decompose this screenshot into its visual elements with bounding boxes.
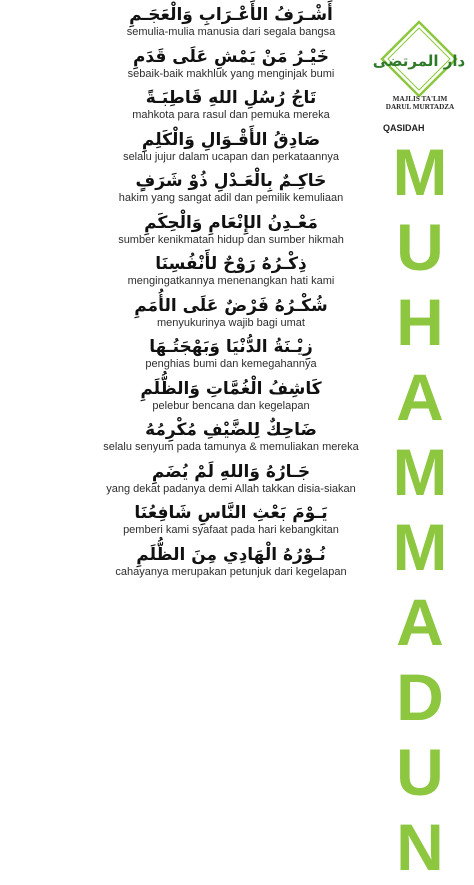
verse-arabic-text: زِيْـنَةُ الدُّنْيَا وَبَهْجَتُـهَا — [149, 337, 313, 357]
verse-arabic-text: مَعْـدِنُ الإِنْعَامِ وَالْحِكَمِ — [144, 212, 318, 233]
verse-item — [92, 253, 370, 295]
verse-translation: mengingatkannya menenangkan hati kami — [127, 275, 335, 287]
title-letter: A — [396, 360, 444, 434]
verse-translation: penghias bumi dan kemegahannya — [145, 358, 317, 370]
verse-arabic-text: خَيْـرُ مَنْ يَمْشِ عَلَى قَدَمِ — [132, 46, 330, 67]
title-letter: M — [392, 510, 448, 584]
title-letter: A — [396, 585, 444, 659]
verse-item — [92, 336, 370, 378]
verse-translation: sebaik-baik makhluk yang menginjak bumi — [127, 67, 335, 80]
verse-arabic-text: ذِكْـرُهُ رَوْحٌ لأَنْفُسِنَا — [155, 254, 307, 274]
title-letter: M — [392, 135, 448, 209]
verse-item — [92, 46, 370, 88]
majlis-logo-icon — [372, 20, 466, 98]
subtitle-qasidah: QASIDAH — [383, 123, 425, 133]
title-letter: M — [392, 435, 448, 509]
verse-translation: semulia-mulia manusia dari segala bangsa — [126, 26, 336, 38]
verse-arabic-text: شُكْـرُهُ فَرْضٌ عَلَى الأُمَمِ — [134, 295, 328, 316]
verse-item — [92, 129, 370, 171]
verse-item — [92, 295, 370, 337]
verse-translation: yang dekat padanya demi Allah takkan disia-siakan — [106, 482, 356, 495]
title-letter: U — [396, 735, 444, 809]
verse-list — [92, 4, 370, 585]
verse-translation: selalu senyum pada tamunya & memuliakan mereka — [103, 441, 359, 453]
logo-organization-name — [372, 95, 468, 111]
logo-org-line1: MAJLIS TA'LIM — [392, 95, 448, 103]
verse-translation: cahayanya merupakan petunjuk dari kegelapan — [115, 565, 347, 578]
logo-org-line2: DARUL MURTADZA — [385, 103, 455, 111]
verse-arabic-text: ضَاحِكٌ لِلضَّيْفِ مُكْرِمُهُ — [145, 420, 317, 440]
verse-arabic-text: نُـوْرُهُ الْهَادِي مِنَ الظُّلَمِ — [136, 544, 326, 565]
verse-item — [92, 461, 370, 503]
verse-arabic-text: أَشْـرَفُ الأَعْـرَابِ وَالْعَجَـمِ — [129, 5, 333, 25]
verse-translation: selalu jujur dalam ucapan dan perkataannya — [123, 150, 339, 163]
verse-item — [92, 419, 370, 461]
verse-item — [92, 212, 370, 254]
verse-arabic-text: جَـارُهُ وَاللهِ لَمْ يُضَمِ — [151, 461, 311, 482]
title-letter: D — [396, 660, 444, 734]
verse-arabic-text: يَـوْمَ بَعْثِ النَّاسِ شَافِعُنَا — [134, 503, 328, 523]
verse-item — [92, 87, 370, 129]
verse-arabic-text: تَاجُ رُسُلِ اللهِ قَاطِبَـةً — [145, 88, 317, 108]
title-letter: H — [396, 285, 444, 359]
verse-translation: pemberi kami syafaat pada hari kebangkitan — [123, 524, 339, 536]
verse-arabic-text: حَاكِـمٌ بِالْعَـدْلِ ذُوْ شَرَفٍ — [135, 171, 327, 191]
verse-translation: sumber kenikmatan hidup dan sumber hikmah — [118, 233, 344, 246]
title-letter: N — [396, 810, 444, 884]
title-letter: U — [396, 210, 444, 284]
verse-translation: hakim yang sangat adil dan pemilik kemuliaan — [118, 192, 344, 204]
verse-translation: menyukurinya wajib bagi umat — [157, 316, 305, 329]
logo-arabic-text: دار المرتضى — [372, 52, 466, 70]
verse-item — [92, 378, 370, 420]
verse-arabic-text: صَادِقُ الأَقْـوَالِ وَالْكَلِمِ — [141, 129, 321, 150]
verse-arabic-text: كَاشِفُ الْغُمَّاتِ وَالظُّلَمِ — [140, 378, 322, 399]
verse-item — [92, 4, 370, 46]
verse-translation: mahkota para rasul dan pemuka mereka — [132, 109, 330, 121]
verse-item — [92, 544, 370, 586]
verse-translation: pelebur bencana dan kegelapan — [152, 399, 310, 412]
title-muhammadun — [380, 135, 460, 885]
verse-item — [92, 502, 370, 544]
verse-item — [92, 170, 370, 212]
